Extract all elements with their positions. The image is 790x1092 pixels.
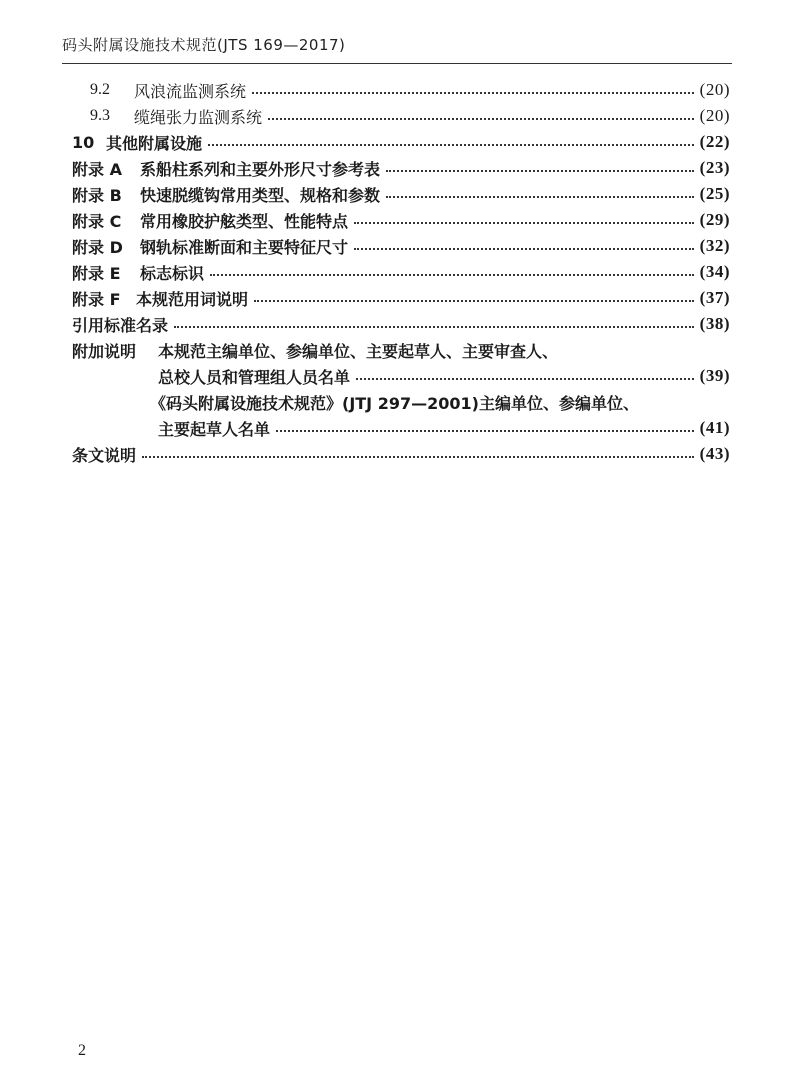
toc-entry-9-2[interactable]: [90, 78, 730, 102]
toc-entry-appendix-c[interactable]: [72, 208, 730, 232]
dot-leader: [142, 456, 694, 458]
dot-leader: [174, 326, 694, 328]
toc-entry-title: 主要起草人名单: [158, 419, 271, 439]
toc-entry-number: 10: [72, 132, 95, 152]
toc-entry-page: (43): [699, 444, 730, 463]
toc-entry-number: 附录 B: [72, 185, 122, 205]
dot-leader: [354, 222, 694, 224]
toc-entry-previous-edition-cont[interactable]: [158, 416, 730, 440]
toc-entry-title: 《码头附属设施技术规范》(JTJ 297—2001)主编单位、参编单位、: [150, 393, 639, 413]
toc-entry-title: 条文说明: [72, 445, 137, 465]
toc-entry-title: 系船柱系列和主要外形尺寸参考表: [140, 159, 381, 179]
toc-entry-additional-notes-cont[interactable]: [158, 364, 730, 388]
toc-entry-page: (32): [699, 236, 730, 255]
toc-entry-title: 快速脱缆钩常用类型、规格和参数: [140, 185, 381, 205]
dot-leader: [210, 274, 694, 276]
toc-entry-number: 附录 A: [72, 159, 122, 179]
toc-entry-page: (29): [699, 210, 730, 229]
toc-entry-title: 引用标准名录: [72, 315, 169, 335]
page-number: 2: [78, 1042, 86, 1059]
toc-entry-page: (25): [699, 184, 730, 203]
toc-entry-appendix-b[interactable]: [72, 182, 730, 206]
toc-entry-number: 附录 E: [72, 263, 121, 283]
dot-leader: [276, 430, 694, 432]
toc-entry-number: 附录 D: [72, 237, 123, 257]
toc-entry-appendix-e[interactable]: [72, 260, 730, 284]
toc-entry-page: (39): [699, 366, 730, 385]
toc-entry-additional-notes[interactable]: [72, 338, 730, 362]
dot-leader: [386, 170, 694, 172]
toc-entry-previous-edition[interactable]: [150, 390, 730, 414]
toc-entry-number: 附录 F: [72, 289, 121, 309]
toc-entry-title: 其他附属设施: [106, 133, 203, 153]
toc-entry-title: 常用橡胶护舷类型、性能特点: [140, 211, 349, 231]
toc-entry-title: 标志标识: [140, 263, 205, 283]
toc-entry-title: 本规范主编单位、参编单位、主要起草人、主要审查人、: [158, 341, 559, 361]
toc-entry-page: (22): [699, 132, 730, 151]
toc-entry-title: 钢轨标准断面和主要特征尺寸: [140, 237, 349, 257]
toc-entry-number: 附录 C: [72, 211, 122, 231]
dot-leader: [254, 300, 694, 302]
dot-leader: [386, 196, 694, 198]
toc-entry-page: (20): [699, 80, 730, 99]
toc-entry-page: (34): [699, 262, 730, 281]
dot-leader: [252, 92, 694, 94]
toc-entry-appendix-d[interactable]: [72, 234, 730, 258]
toc-entry-page: (38): [699, 314, 730, 333]
toc-entry-title: 风浪流监测系统: [134, 81, 247, 101]
toc-entry-appendix-f[interactable]: [72, 286, 730, 310]
toc-entry-number: 9.2: [90, 81, 110, 98]
dot-leader: [268, 118, 694, 120]
toc-entry-appendix-a[interactable]: [72, 156, 730, 180]
toc-entry-10[interactable]: [72, 130, 730, 154]
running-header: 码头附属设施技术规范(JTS 169—2017): [62, 36, 346, 54]
toc-entry-number: 9.3: [90, 107, 110, 124]
toc-entry-cited-standards[interactable]: [72, 312, 730, 336]
dot-leader: [354, 248, 694, 250]
toc-entry-title: 本规范用词说明: [136, 289, 249, 309]
toc-entry-number: 附加说明: [72, 341, 137, 361]
toc-entry-9-3[interactable]: [90, 104, 730, 128]
toc-entry-page: (37): [699, 288, 730, 307]
toc-entry-page: (20): [699, 106, 730, 125]
dot-leader: [356, 378, 694, 380]
toc-entry-title: 缆绳张力监测系统: [134, 107, 263, 127]
toc-entry-page: (23): [699, 158, 730, 177]
toc-entry-page: (41): [699, 418, 730, 437]
toc-entry-title: 总校人员和管理组人员名单: [158, 367, 351, 387]
dot-leader: [208, 144, 694, 146]
header-rule: [62, 63, 732, 64]
toc-entry-explanation[interactable]: [72, 442, 730, 466]
